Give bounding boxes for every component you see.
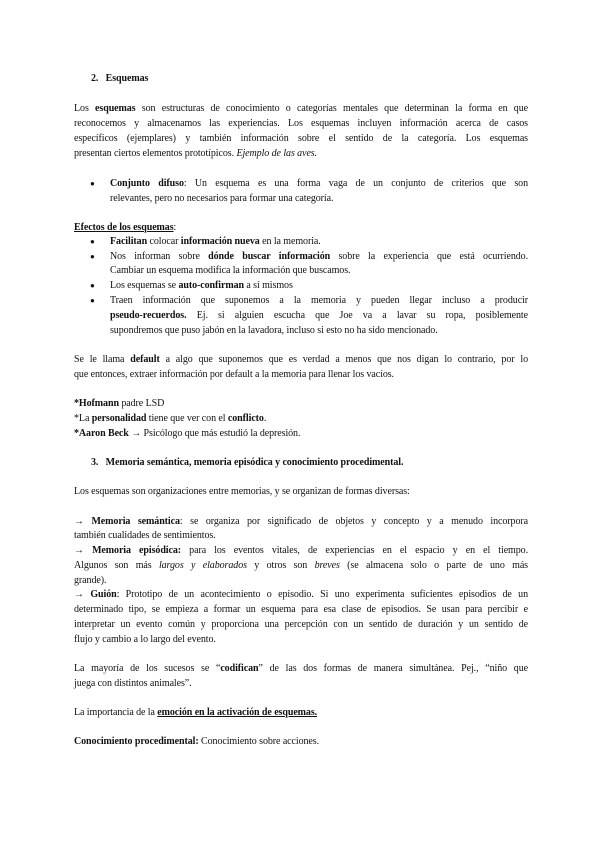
guion-line-4: flujo y cambio a lo largo del evento.	[74, 634, 216, 645]
intro-line-1: Los esquemas son estructuras de conocimiento o categorías mentales que determinan la forma en que	[74, 103, 528, 114]
guion-line-2: determinado tipo, se empieza a formar un esquema para esa clase de episodios. Se usan para percibir e	[74, 604, 528, 615]
note-aaron-beck: *Aaron Beck → Psicólogo que más estudió la depresión.	[74, 428, 301, 439]
guion-line-3: interpretar un evento común y proporciona una percepción con un sentido de duración y un sentido de	[74, 619, 528, 630]
episodica-line-3: grande).	[74, 575, 107, 586]
intro-line-3: específicos (ejemplares) y también información sobre el sentido de la categoría. Los esquemas	[74, 133, 528, 144]
semantica-line-2: también cualidades de sentimientos.	[74, 530, 216, 541]
procedimental-line: Conocimiento procedimental: Conocimiento sobre acciones.	[74, 736, 320, 747]
intro-line-2: reconocemos y almacenamos las experiencias. Los esquemas incluyen información acerca de casos	[74, 118, 528, 129]
bullet-icon: ●	[90, 237, 95, 246]
efectos-heading: Efectos de los esquemas:	[74, 222, 177, 233]
organizaciones-line: Los esquemas son organizaciones entre memorias, y se organizan de formas diversas:	[74, 486, 410, 497]
section-2-heading: 2. Esquemas	[91, 73, 149, 84]
default-line-1: Se le llama default a algo que suponemos que es verdad a menos que nos digan lo contrario, por lo	[74, 354, 528, 365]
bullet-icon: ●	[90, 296, 95, 305]
importancia-line: La importancia de la emoción en la activación de esquemas.	[74, 707, 318, 718]
episodica-line-1: → Memoria episódica: para los eventos vitales, de experiencias en el espacio y en el tiempo.	[74, 545, 529, 556]
efectos-item-1: Facilitan colocar información nueva en la memoria.	[110, 236, 321, 247]
intro-line-4: presentan ciertos elementos prototípicos. Ejemplo de las aves.	[74, 148, 318, 159]
semantica-line-1: → Memoria semántica: se organiza por significado de objetos y concepto y a menudo incorpora	[74, 516, 528, 527]
efectos-item-4-line-2: pseudo-recuerdos. Ej. si alguien escucha que Joe va a lavar su ropa, posiblemente	[110, 310, 528, 321]
mayoria-line-1: La mayoría de los sucesos se “codifican” de las dos formas de manera simultánea. Pej., “niño que	[74, 663, 529, 674]
efectos-item-3: Los esquemas se auto-confirman a sí mismos	[110, 280, 293, 291]
bullet-icon: ●	[90, 281, 95, 290]
note-hofmann: *Hofmann padre LSD	[74, 398, 165, 409]
episodica-line-2: Algunos son más largos y elaborados y otros son breves (se almacena solo o parte de uno más	[74, 560, 528, 571]
efectos-item-2-line-1: Nos informan sobre dónde buscar información sobre la experiencia que está ocurriendo.	[110, 251, 528, 262]
efectos-item-2-line-2: Cambiar un esquema modifica la información que buscamos.	[110, 265, 351, 276]
note-personalidad: *La personalidad tiene que ver con el conflicto.	[74, 413, 267, 424]
conjunto-difuso-line-2: relevantes, pero no necesarios para formar una categoría.	[110, 193, 334, 204]
efectos-item-4-line-1: Traen información que suponemos a la memoria y pueden llegar incluso a producir	[110, 295, 528, 306]
mayoria-line-2: juega con distintos animales”.	[74, 678, 192, 689]
efectos-item-4-line-3: supondremos que puso jabón en la lavadora, incluso si esto no ha sido mencionado.	[110, 325, 438, 336]
default-line-2: que entonces, extraer información por default a la memoria para llenar los vacíos.	[74, 369, 394, 380]
guion-line-1: → Guión: Prototipo de un acontecimiento o episodio. Si uno experimenta suficientes episodios de un	[74, 589, 529, 600]
section-3-heading: 3. Memoria semántica, memoria episódica y conocimiento procedimental.	[91, 457, 404, 468]
bullet-icon: ●	[90, 252, 95, 261]
conjunto-difuso-line-1: Conjunto difuso: Un esquema es una forma vaga de un conjunto de criterios que son	[110, 178, 528, 189]
bullet-icon: ●	[90, 179, 95, 188]
